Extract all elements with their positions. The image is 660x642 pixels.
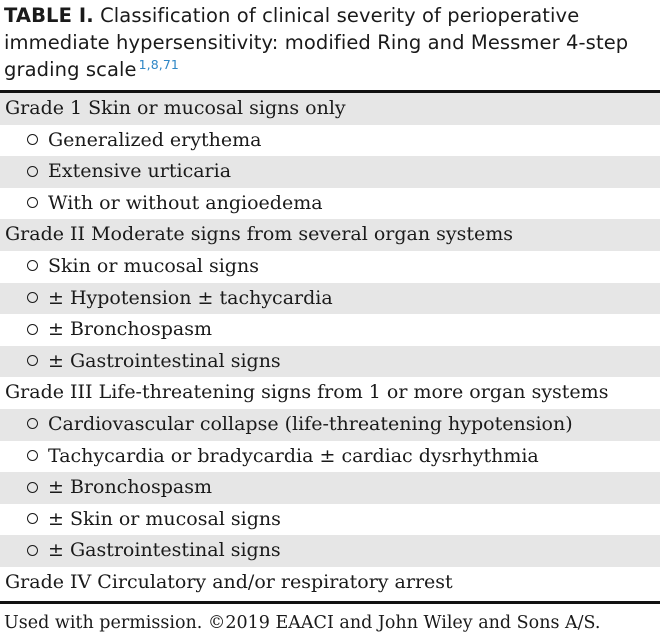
circle-bullet-icon <box>27 545 38 556</box>
grade-item-text: Generalized erythema <box>48 128 262 151</box>
grade-item-text: ± Gastrointestinal signs <box>48 539 281 562</box>
circle-bullet-icon <box>27 482 38 493</box>
grade-item-text: Cardiovascular collapse (life-threatening hypotension) <box>48 412 573 435</box>
table-body <box>0 93 660 599</box>
grade-heading-row <box>0 219 660 251</box>
grade-item-row <box>0 156 660 188</box>
caption-references[interactable]: 1,8,71 <box>138 57 179 72</box>
grade-item-text: Extensive urticaria <box>48 160 232 183</box>
circle-bullet-icon <box>27 324 38 335</box>
grade-item-row <box>0 441 660 473</box>
circle-bullet-icon <box>27 260 38 271</box>
grade-item-row <box>0 346 660 378</box>
grade-heading-row <box>0 93 660 125</box>
grade-item-text: ± Hypotension ± tachycardia <box>48 286 333 309</box>
circle-bullet-icon <box>27 197 38 208</box>
circle-bullet-icon <box>27 450 38 461</box>
grade-item-text: ± Skin or mucosal signs <box>48 507 281 530</box>
grade-item-row <box>0 283 660 315</box>
grade-item-row <box>0 409 660 441</box>
grade-item-text: Tachycardia or bradycardia ± cardiac dysrhythmia <box>48 444 539 467</box>
grade-item-row <box>0 125 660 157</box>
circle-bullet-icon <box>27 134 38 145</box>
grade-item-row <box>0 251 660 283</box>
grade-heading-row <box>0 567 660 599</box>
grade-heading: Grade 1 Skin or mucosal signs only <box>5 97 346 119</box>
circle-bullet-icon <box>27 513 38 524</box>
grade-item-text: ± Bronchospasm <box>48 318 213 341</box>
circle-bullet-icon <box>27 292 38 303</box>
grade-item-text: ± Bronchospasm <box>48 476 213 499</box>
grade-item-row <box>0 535 660 567</box>
caption-text: Classification of clinical severity of perioperative immediate hypersensitivity: modified Ring and Messmer 4-step grading scale <box>4 4 629 81</box>
grade-heading-row <box>0 377 660 409</box>
table-footnote: Used with permission. ©2019 EAACI and John Wiley and Sons A/S. <box>4 613 601 633</box>
table-bottom-rule <box>0 601 660 604</box>
grade-item-row <box>0 472 660 504</box>
grade-item-text: ± Gastrointestinal signs <box>48 349 281 372</box>
circle-bullet-icon <box>27 355 38 366</box>
circle-bullet-icon <box>27 418 38 429</box>
grade-heading: Grade IV Circulatory and/or respiratory arrest <box>5 570 453 593</box>
grade-item-row <box>0 314 660 346</box>
grade-heading: Grade III Life-threatening signs from 1 or more organ systems <box>5 381 609 404</box>
table-label: TABLE I. <box>4 4 94 27</box>
table-caption <box>4 2 656 83</box>
grade-item-text: Skin or mucosal signs <box>48 254 259 277</box>
grade-item-row <box>0 188 660 220</box>
circle-bullet-icon <box>27 166 38 177</box>
grade-item-row <box>0 504 660 536</box>
grade-heading: Grade II Moderate signs from several organ systems <box>5 223 514 246</box>
grade-item-text: With or without angioedema <box>48 191 323 214</box>
